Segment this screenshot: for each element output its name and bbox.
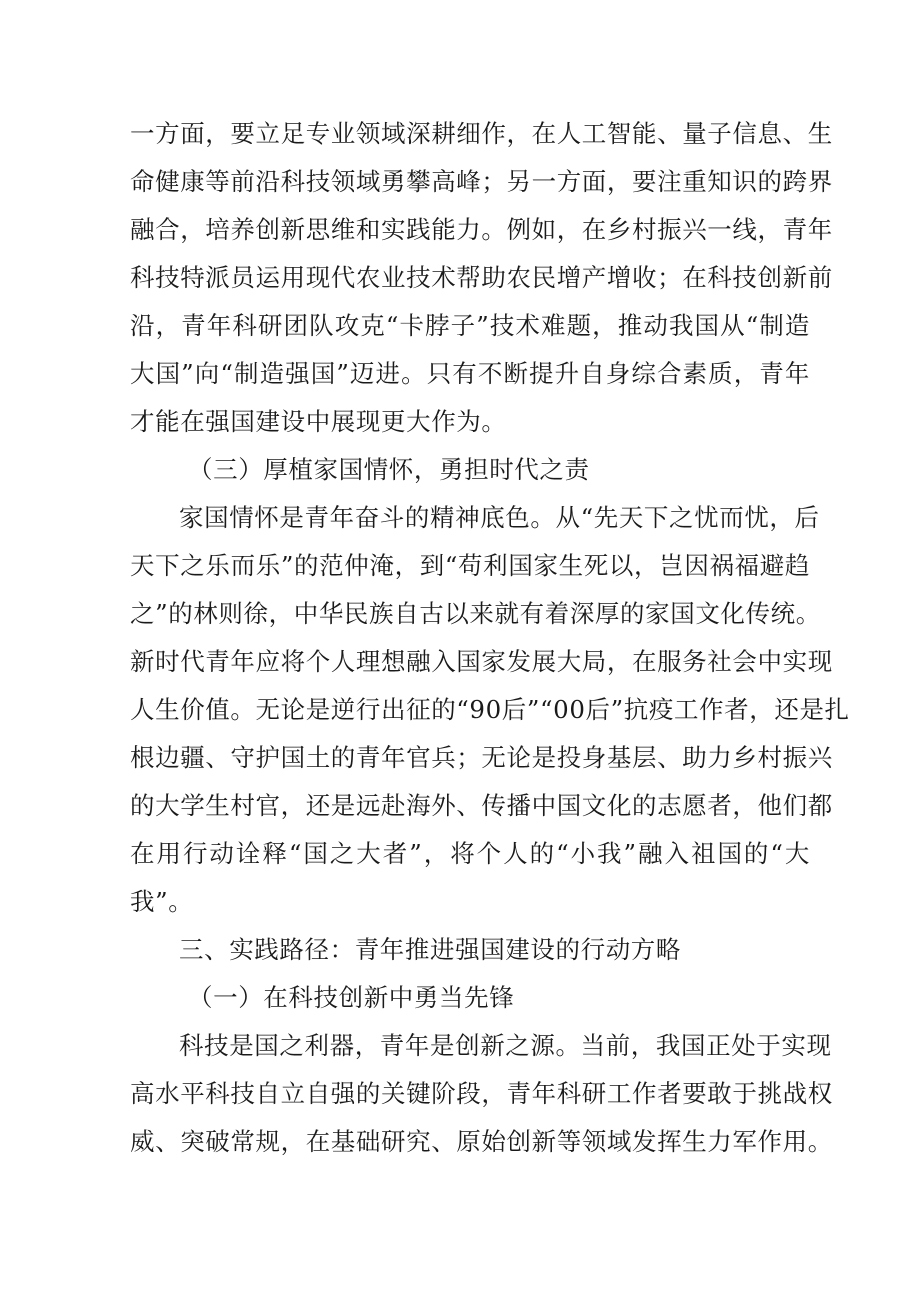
- paragraph-line: 威、突破常规，在基础研究、原始创新等领域发挥生力军作用。: [130, 1127, 833, 1156]
- chapter-heading: 三、实践路径：青年推进强国建设的行动方略: [179, 935, 681, 964]
- paragraph-line: 才能在强国建设中展现更大作为。: [130, 407, 507, 436]
- section-heading: （三）厚植家国情怀，勇担时代之责: [188, 455, 590, 484]
- paragraph-line: 的大学生村官，还是远赴海外、传播中国文化的志愿者，他们都: [130, 791, 833, 820]
- paragraph-line: 在用行动诠释“国之大者”，将个人的“小我”融入祖国的“大: [130, 839, 810, 868]
- paragraph-line: 之”的林则徐，中华民族自古以来就有着深厚的家国文化传统。: [130, 599, 821, 628]
- paragraph-line: 一方面，要立足专业领域深耕细作，在人工智能、量子信息、生: [130, 119, 833, 148]
- paragraph-line: 我”。: [130, 887, 194, 916]
- paragraph-line: 高水平科技自立自强的关键阶段，青年科研工作者要敢于挑战权: [130, 1079, 833, 1108]
- paragraph-line: 融合，培养创新思维和实践能力。例如，在乡村振兴一线，青年: [130, 215, 833, 244]
- paragraph-line: 家国情怀是青年奋斗的精神底色。从“先天下之忧而忧，后: [179, 503, 820, 532]
- paragraph-line: 命健康等前沿科技领域勇攀高峰；另一方面，要注重知识的跨界: [130, 167, 833, 196]
- paragraph-line: 大国”向“制造强国”迈进。只有不断提升自身综合素质，青年: [130, 359, 810, 388]
- paragraph-line: 新时代青年应将个人理想融入国家发展大局，在服务社会中实现: [130, 647, 833, 676]
- paragraph-line: 人生价值。无论是逆行出征的“90后”“00后”抗疫工作者，还是扎: [130, 695, 850, 724]
- paragraph-line: 科技是国之利器，青年是创新之源。当前，我国正处于实现: [179, 1031, 832, 1060]
- paragraph-line: 沿，青年科研团队攻克“卡脖子”技术难题，推动我国从“制造: [130, 311, 810, 340]
- paragraph-line: 根边疆、守护国土的青年官兵；无论是投身基层、助力乡村振兴: [130, 743, 833, 772]
- paragraph-line: 科技特派员运用现代农业技术帮助农民增产增收；在科技创新前: [130, 263, 833, 292]
- section-heading: （一）在科技创新中勇当先锋: [188, 983, 515, 1012]
- paragraph-line: 天下之乐而乐”的范仲淹，到“苟利国家生死以，岂因祸福避趋: [130, 551, 810, 580]
